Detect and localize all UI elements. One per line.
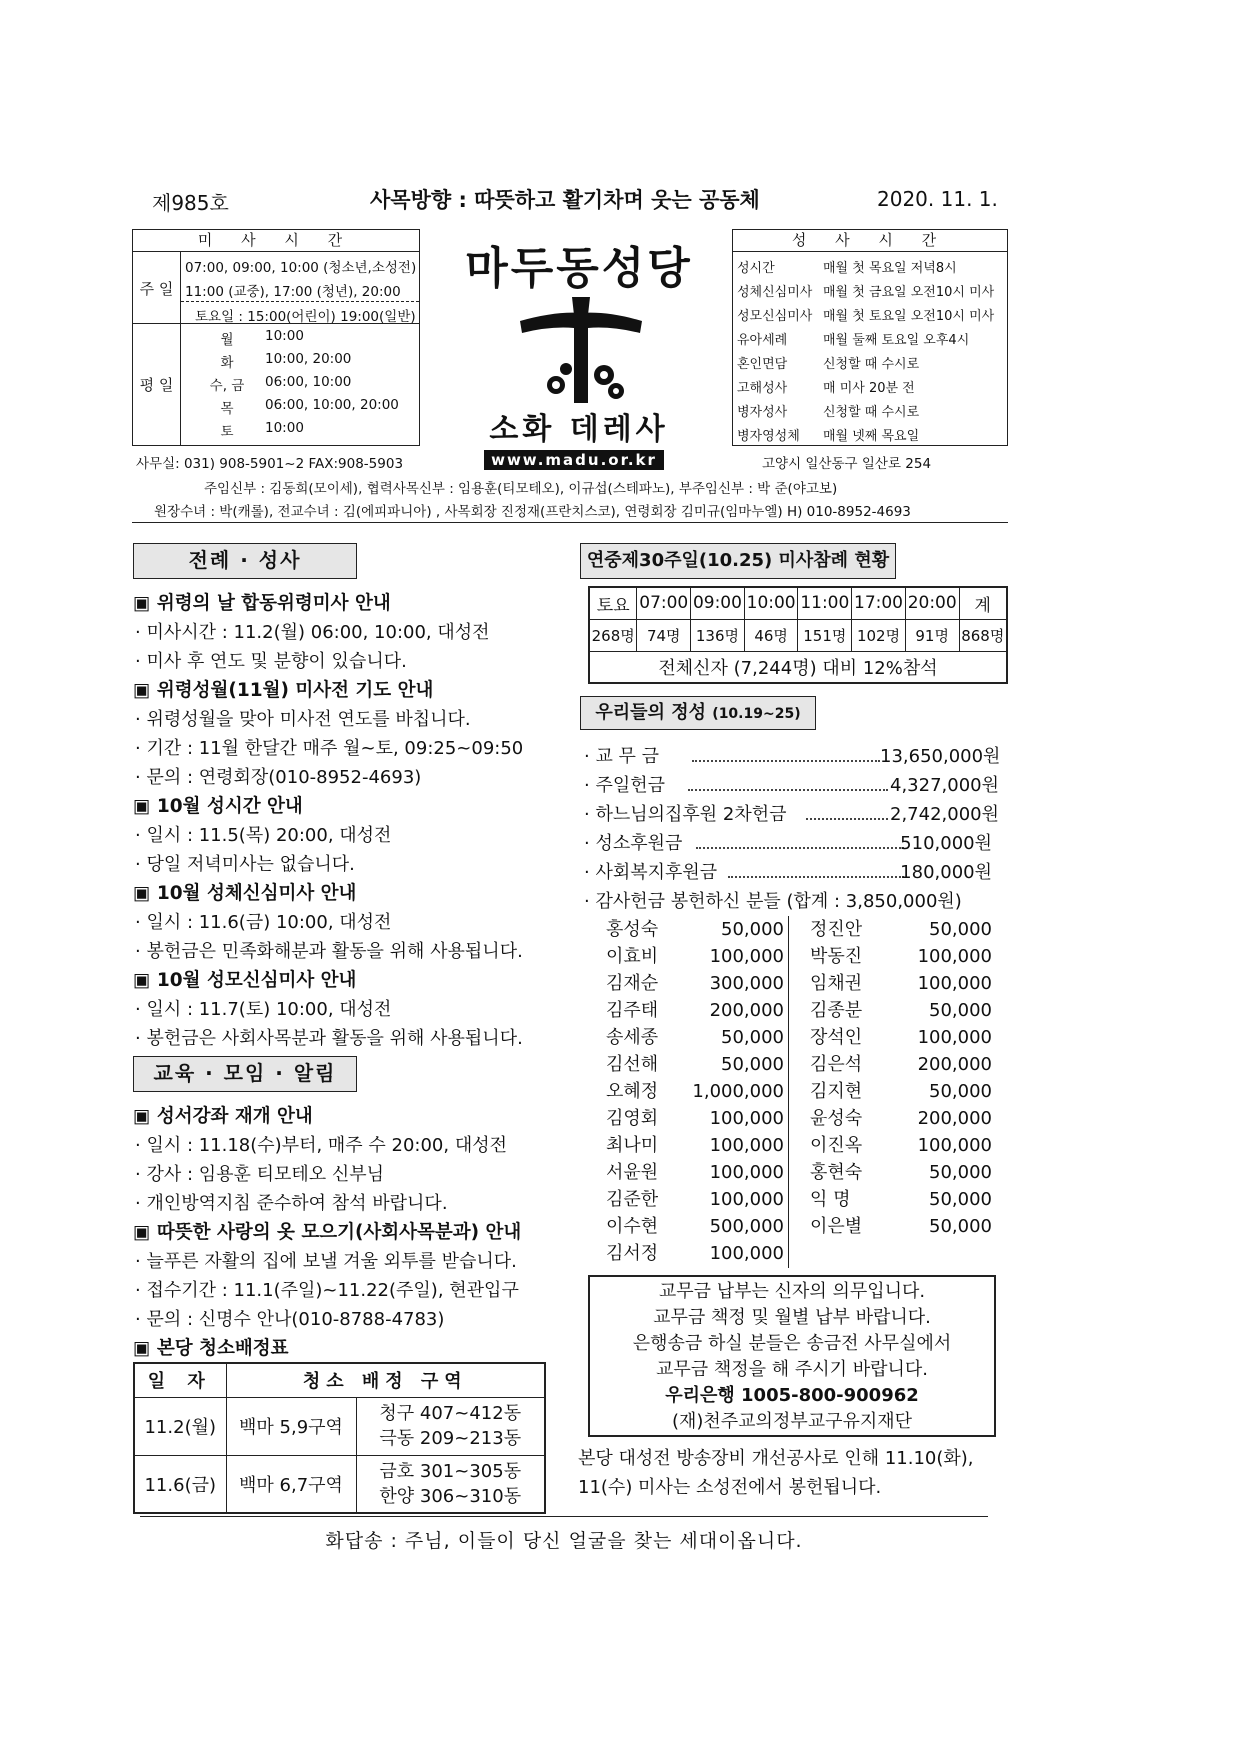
list-item — [810, 1051, 992, 1078]
notice-title: ▣ 위령성월(11월) 미사전 기도 안내 — [133, 680, 434, 701]
attendance-count: 46명 — [744, 619, 798, 651]
attendance-header: 토요 — [589, 587, 637, 619]
staff-line: 원장수녀 : 박(캐롤), 전교수녀 : 김(에피파니아) , 사목회장 진정재(프란치스코), 연령회장 김미규(임마누엘) H) 010-8952-4693 — [154, 504, 911, 520]
giver-name: 이진옥 — [810, 1135, 863, 1156]
dotted-leader — [728, 858, 904, 878]
offering-label: · 하느님의집후원 2차헌금 — [584, 804, 787, 825]
sacrament-row: 성모신심미사 매월 첫 토요일 오전10시 미사 — [737, 309, 995, 324]
weekday-day: 목 — [220, 401, 234, 417]
giver-name: 익 명 — [810, 1189, 851, 1210]
giver-amount: 200,000 — [709, 1000, 784, 1021]
giver-name: 오혜정 — [606, 1081, 659, 1102]
notice-title: ▣ 위령의 날 합동위령미사 안내 — [133, 593, 391, 614]
giver-amount: 50,000 — [929, 1189, 992, 1210]
education-heading: 교육 · 모임 · 알림 — [133, 1056, 357, 1092]
cross-with-roses-icon — [516, 293, 646, 405]
list-item — [810, 1132, 992, 1159]
giver-name: 김주태 — [606, 1000, 659, 1021]
attendance-header: 10:00 — [744, 587, 798, 619]
sacrament-times-title: 성 사 시 간 — [733, 230, 1007, 252]
list-item — [810, 916, 992, 943]
giver-amount: 100,000 — [917, 946, 992, 967]
attendance-count: 136명 — [691, 619, 745, 651]
attendance-header: 17:00 — [852, 587, 906, 619]
weekday-time: 10:00 — [265, 328, 304, 344]
dotted-leader — [806, 800, 888, 820]
sacrament-row: 병자영성체 매월 넷째 목요일 — [737, 429, 920, 444]
offering-amount: 180,000원 — [900, 862, 992, 883]
giver-amount: 300,000 — [709, 973, 784, 994]
clergy-line: 주임신부 : 김동희(모이세), 협력사목신부 : 임용훈(티모테오), 이규섭(스테파노), 부주임신부 : 박 준(야고보) — [204, 481, 838, 497]
weekday-mass-section — [133, 324, 419, 445]
parish-name: 마두동성당 — [465, 243, 693, 294]
table-row — [589, 587, 1007, 619]
offering-amount: 4,327,000원 — [890, 775, 999, 796]
foundation-name: (재)천주교의정부교구유지재단 — [671, 1411, 913, 1432]
notice-title: ▣ 성서강좌 재개 안내 — [133, 1106, 313, 1127]
list-item — [606, 1051, 784, 1078]
list-item — [810, 997, 992, 1024]
giver-name: 김재순 — [606, 973, 659, 994]
tithe-notice-line: 은행송금 하실 분들은 송금전 사무실에서 — [632, 1333, 952, 1354]
offerings-heading: 우리들의 정성 (10.19~25) — [580, 696, 816, 730]
cleaning-schedule-table — [133, 1362, 546, 1514]
giver-amount: 50,000 — [929, 1162, 992, 1183]
list-item — [606, 1240, 784, 1267]
list-item — [810, 1159, 992, 1186]
list-item — [606, 1024, 784, 1051]
notice-line: · 당일 저녁미사는 없습니다. — [135, 854, 355, 875]
tithe-notice-box — [588, 1275, 996, 1437]
giver-name: 이수현 — [606, 1216, 659, 1237]
responsorial-psalm: 화답송 : 주님, 이들이 당신 얼굴을 찾는 세대이옵니다. — [325, 1530, 803, 1552]
notice-line: · 봉헌금은 민족화해분과 활동을 위해 사용됩니다. — [135, 941, 523, 962]
giver-amount: 100,000 — [709, 1162, 784, 1183]
giver-amount: 50,000 — [929, 1081, 992, 1102]
giver-name: 김선해 — [606, 1054, 659, 1075]
giver-name: 김지현 — [810, 1081, 863, 1102]
issue-date: 2020. 11. 1. — [877, 187, 998, 211]
cleaning-header: 청소 배정 구역 — [226, 1363, 545, 1397]
offering-amount: 510,000원 — [900, 833, 992, 854]
tithe-notice-line: 교무금 책정을 해 주시기 바랍니다. — [655, 1359, 929, 1380]
footer-divider — [140, 1516, 988, 1517]
construction-notice-line: 11(수) 미사는 소성전에서 봉헌됩니다. — [578, 1477, 882, 1498]
cleaning-district: 백마 6,7구역 — [226, 1455, 356, 1513]
attendance-header: 계 — [959, 587, 1007, 619]
notice-line: · 개인방역지침 준수하여 참석 바랍니다. — [135, 1193, 448, 1214]
cleaning-areas: 금호 301~305동 한양 306~310동 — [356, 1455, 545, 1513]
attendance-summary: 전체신자 (7,244명) 대비 12%참석 — [589, 651, 1007, 683]
notice-line: · 미사시간 : 11.2(월) 06:00, 10:00, 대성전 — [135, 622, 490, 643]
notice-line: · 일시 : 11.18(수)부터, 매주 수 20:00, 대성전 — [135, 1135, 507, 1156]
giver-name: 김준한 — [606, 1189, 659, 1210]
list-item — [606, 1213, 784, 1240]
notice-line: · 강사 : 임용훈 티모테오 신부님 — [135, 1164, 385, 1185]
giver-amount: 50,000 — [721, 1054, 784, 1075]
attendance-count: 268명 — [589, 619, 637, 651]
tithe-notice-line: 교무금 책정 및 월별 납부 바랍니다. — [653, 1307, 931, 1328]
giver-name: 김서정 — [606, 1243, 659, 1264]
giver-name: 임채권 — [810, 973, 863, 994]
parish-website-link[interactable]: www.madu.or.kr — [484, 450, 664, 470]
sacrament-row: 성시간 매월 첫 목요일 저녁8시 — [737, 261, 957, 276]
notice-title: ▣ 10월 성체신심미사 안내 — [133, 883, 357, 904]
cleaning-header: 일 자 — [134, 1363, 226, 1397]
list-item — [606, 916, 784, 943]
giver-name: 정진안 — [810, 919, 863, 940]
mass-times-box — [132, 229, 420, 446]
notice-line: · 문의 : 신명수 안나(010-8788-4783) — [135, 1309, 445, 1330]
offering-amount: 2,742,000원 — [890, 804, 999, 825]
list-item — [606, 1186, 784, 1213]
givers-right-list — [810, 916, 992, 1240]
header-divider — [132, 522, 1008, 523]
weekday-day: 수, 금 — [209, 378, 245, 394]
offering-label: · 교 무 금 — [584, 746, 660, 767]
tithe-notice-line: 교무금 납부는 신자의 의무입니다. — [658, 1281, 926, 1302]
sacrament-times-box — [732, 229, 1008, 446]
notice-line: · 일시 : 11.6(금) 10:00, 대성전 — [135, 912, 392, 933]
list-item — [606, 1105, 784, 1132]
attendance-count: 91명 — [905, 619, 959, 651]
notice-title: ▣ 10월 성시간 안내 — [133, 796, 303, 817]
list-item — [606, 1159, 784, 1186]
table-row — [589, 619, 1007, 651]
weekday-day: 토 — [220, 424, 234, 440]
cleaning-date: 11.6(금) — [134, 1455, 226, 1513]
list-item — [606, 970, 784, 997]
weekday-label: 평 일 — [133, 324, 181, 445]
offering-label: · 사회복지후원금 — [584, 862, 718, 883]
sunday-line: 11:00 (교중), 17:00 (청년), 20:00 — [185, 284, 401, 300]
giver-name: 송세종 — [606, 1027, 659, 1048]
giver-amount: 100,000 — [709, 946, 784, 967]
notice-line: · 문의 : 연령회장(010-8952-4693) — [135, 767, 422, 788]
sacrament-row: 유아세례 매월 둘째 토요일 오후4시 — [737, 333, 970, 348]
attendance-heading: 연중제30주일(10.25) 미사참례 현황 — [580, 543, 896, 579]
parish-address: 고양시 일산동구 일산로 254 — [762, 456, 932, 472]
weekday-day: 월 — [220, 332, 234, 348]
construction-notice-line: 본당 대성전 방송장비 개선공사로 인해 11.10(화), — [578, 1448, 974, 1469]
notice-line: · 기간 : 11월 한달간 매주 월~토, 09:25~09:50 — [135, 738, 524, 759]
attendance-header: 07:00 — [637, 587, 691, 619]
attendance-count: 102명 — [852, 619, 906, 651]
giver-name: 서윤원 — [606, 1162, 659, 1183]
list-item — [606, 1132, 784, 1159]
giver-name: 최나미 — [606, 1135, 659, 1156]
giver-name: 김영회 — [606, 1108, 659, 1129]
cleaning-district: 백마 5,9구역 — [226, 1397, 356, 1455]
giver-amount: 100,000 — [709, 1243, 784, 1264]
weekday-time: 10:00 — [265, 420, 304, 436]
patron-saint: 소화 데레사 — [489, 412, 669, 447]
giver-name: 이은별 — [810, 1216, 863, 1237]
notice-line: · 위령성월을 맞아 미사전 연도를 바칩니다. — [135, 709, 471, 730]
list-item — [810, 970, 992, 997]
weekday-time: 10:00, 20:00 — [265, 351, 352, 367]
giver-name: 박동진 — [810, 946, 863, 967]
list-item — [810, 1078, 992, 1105]
giver-amount: 50,000 — [721, 1027, 784, 1048]
table-row — [134, 1455, 545, 1513]
notice-line: · 미사 후 연도 및 분향이 있습니다. — [135, 651, 407, 672]
dotted-leader — [688, 771, 888, 791]
giver-name: 홍현숙 — [810, 1162, 863, 1183]
givers-left-list — [606, 916, 784, 1267]
sacrament-row: 고해성사 매 미사 20분 전 — [737, 381, 915, 396]
giver-amount: 100,000 — [709, 1189, 784, 1210]
weekday-day: 화 — [220, 355, 234, 371]
bank-account: 우리은행 1005-800-900962 — [665, 1385, 919, 1406]
list-item — [606, 943, 784, 970]
attendance-header: 11:00 — [798, 587, 852, 619]
giver-amount: 100,000 — [709, 1135, 784, 1156]
notice-line: · 일시 : 11.5(목) 20:00, 대성전 — [135, 825, 392, 846]
dotted-leader — [696, 829, 904, 849]
notice-line: · 접수기간 : 11.1(주일)~11.22(주일), 현관입구 — [135, 1280, 519, 1301]
giver-amount: 100,000 — [917, 1135, 992, 1156]
giver-name: 김은석 — [810, 1054, 863, 1075]
list-item — [810, 1105, 992, 1132]
attendance-count: 868명 — [959, 619, 1007, 651]
giver-amount: 500,000 — [709, 1216, 784, 1237]
sunday-line: 07:00, 09:00, 10:00 (청소년,소성전) — [185, 260, 417, 276]
thanks-offering-title: · 감사헌금 봉헌하신 분들 (합계 : 3,850,000원) — [584, 891, 962, 912]
liturgy-heading: 전례 · 성사 — [133, 543, 357, 579]
attendance-header: 09:00 — [691, 587, 745, 619]
sacrament-row: 성체신심미사 매월 첫 금요일 오전10시 미사 — [737, 285, 995, 300]
list-item — [606, 997, 784, 1024]
giver-name: 윤성숙 — [810, 1108, 863, 1129]
list-item — [606, 1078, 784, 1105]
list-item — [810, 1213, 992, 1240]
sacrament-row: 병자성사 신청할 때 수시로 — [737, 405, 920, 420]
giver-name: 이효비 — [606, 946, 659, 967]
giver-amount: 200,000 — [917, 1054, 992, 1075]
notice-line: · 일시 : 11.7(토) 10:00, 대성전 — [135, 999, 392, 1020]
giver-amount: 1,000,000 — [692, 1081, 784, 1102]
attendance-count: 151명 — [798, 619, 852, 651]
offering-amount: 13,650,000원 — [880, 746, 1001, 767]
sunday-mass-section — [133, 252, 419, 324]
giver-amount: 200,000 — [917, 1108, 992, 1129]
pastoral-motto: 사목방향 : 따뜻하고 활기차며 웃는 공동체 — [370, 188, 760, 212]
notice-line: · 늘푸른 자활의 집에 보낼 겨울 외투를 받습니다. — [135, 1251, 517, 1272]
notice-title: ▣ 따뜻한 사랑의 옷 모으기(사회사목분과) 안내 — [133, 1222, 522, 1243]
giver-amount: 50,000 — [929, 1000, 992, 1021]
notice-line: · 봉헌금은 사회사목분과 활동을 위해 사용됩니다. — [135, 1028, 523, 1049]
cleaning-date: 11.2(월) — [134, 1397, 226, 1455]
notice-title: ▣ 본당 청소배정표 — [133, 1338, 289, 1359]
list-item — [810, 1186, 992, 1213]
saturday-line: 토요일 : 15:00(어린이) 19:00(일반) — [195, 309, 416, 325]
giver-amount: 50,000 — [929, 919, 992, 940]
giver-name: 장석인 — [810, 1027, 863, 1048]
offerings-period: (10.19~25) — [712, 706, 801, 722]
attendance-header: 20:00 — [905, 587, 959, 619]
giver-amount: 100,000 — [917, 973, 992, 994]
offering-label: · 성소후원금 — [584, 833, 683, 854]
table-row — [134, 1397, 545, 1455]
giver-amount: 100,000 — [917, 1027, 992, 1048]
office-phone: 사무실: 031) 908-5901~2 FAX:908-5903 — [136, 456, 404, 472]
attendance-count: 74명 — [637, 619, 691, 651]
giver-name: 김종분 — [810, 1000, 863, 1021]
offering-label: · 주일헌금 — [584, 775, 665, 796]
giver-divider — [788, 916, 789, 1268]
sunday-label: 주 일 — [133, 252, 181, 324]
list-item — [810, 943, 992, 970]
giver-amount: 50,000 — [929, 1216, 992, 1237]
giver-name: 홍성숙 — [606, 919, 659, 940]
issue-number: 제985호 — [152, 191, 229, 215]
cleaning-areas: 청구 407~412동 극동 209~213동 — [356, 1397, 545, 1455]
weekday-time: 06:00, 10:00 — [265, 374, 352, 390]
weekday-time: 06:00, 10:00, 20:00 — [265, 397, 399, 413]
attendance-table — [588, 586, 1008, 684]
mass-times-title: 미 사 시 간 — [133, 230, 419, 252]
dotted-leader — [692, 742, 880, 762]
list-item — [810, 1024, 992, 1051]
giver-amount: 100,000 — [709, 1108, 784, 1129]
sacrament-row: 혼인면담 신청할 때 수시로 — [737, 357, 920, 372]
giver-amount: 50,000 — [721, 919, 784, 940]
notice-title: ▣ 10월 성모신심미사 안내 — [133, 970, 357, 991]
